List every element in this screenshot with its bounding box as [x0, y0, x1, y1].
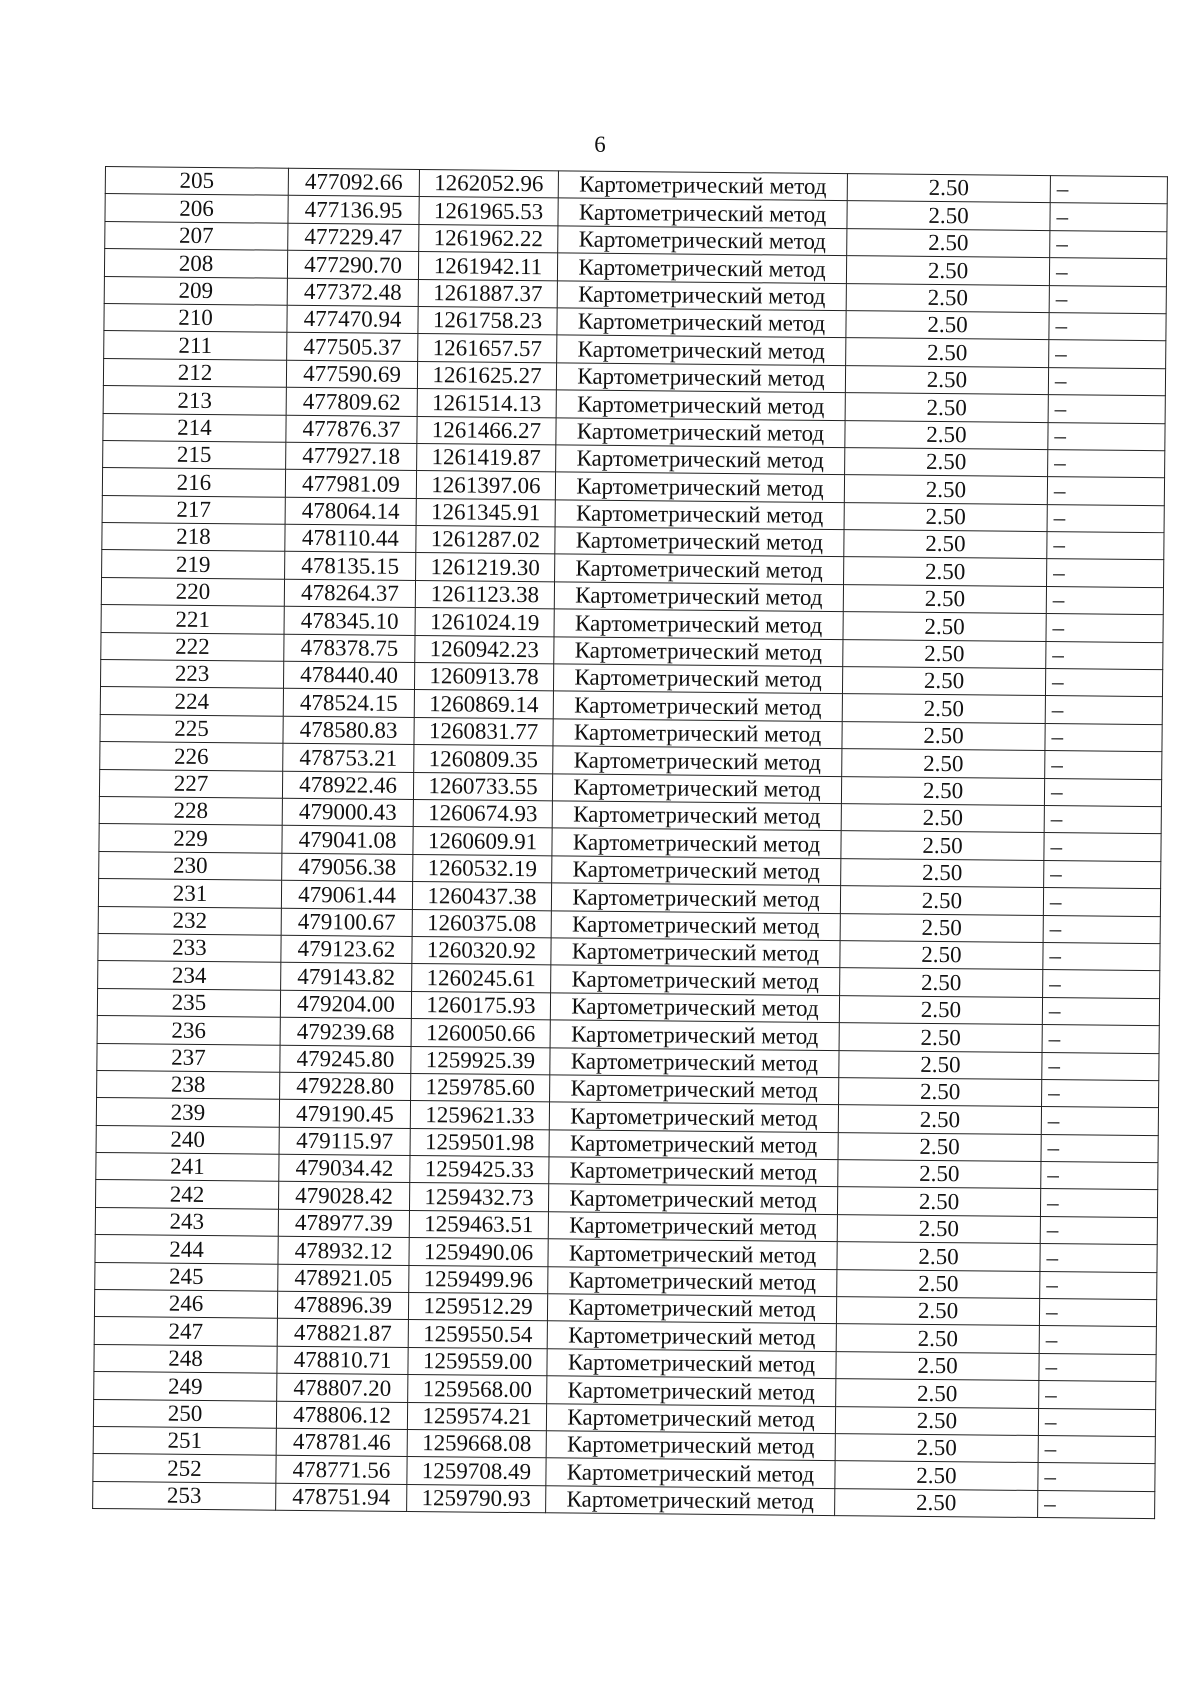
point-number-cell: 209: [104, 276, 287, 305]
accuracy-cell: 2.50: [846, 283, 1049, 312]
point-number-cell: 245: [95, 1262, 278, 1291]
x-coordinate-cell: 479061.44: [281, 880, 412, 909]
point-number-cell: 248: [94, 1344, 277, 1373]
description-cell: –: [1047, 532, 1164, 561]
description-cell: –: [1038, 1435, 1155, 1464]
point-number-cell: 240: [96, 1125, 279, 1154]
accuracy-cell: 2.50: [837, 1214, 1040, 1243]
accuracy-cell: 2.50: [845, 420, 1048, 449]
accuracy-cell: 2.50: [845, 365, 1048, 394]
description-cell: –: [1042, 1025, 1159, 1054]
accuracy-cell: 2.50: [840, 941, 1043, 970]
x-coordinate-cell: 478345.10: [284, 606, 415, 635]
method-cell: Картометрический метод: [558, 198, 847, 228]
accuracy-cell: 2.50: [838, 1160, 1041, 1189]
method-cell: Картометрический метод: [547, 1321, 836, 1351]
accuracy-cell: 2.50: [847, 174, 1050, 203]
point-number-cell: 230: [99, 851, 282, 880]
accuracy-cell: 2.50: [840, 913, 1043, 942]
y-coordinate-cell: 1259559.00: [408, 1347, 547, 1376]
point-number-cell: 244: [95, 1235, 278, 1264]
point-number-cell: 225: [100, 714, 283, 743]
y-coordinate-cell: 1261287.02: [416, 526, 555, 555]
x-coordinate-cell: 477136.95: [288, 196, 419, 225]
y-coordinate-cell: 1260050.66: [411, 1019, 550, 1048]
accuracy-cell: 2.50: [837, 1269, 1040, 1298]
description-cell: –: [1048, 395, 1165, 424]
x-coordinate-cell: 478810.71: [277, 1346, 408, 1375]
description-cell: –: [1044, 833, 1161, 862]
point-number-cell: 241: [96, 1153, 279, 1182]
point-number-cell: 216: [102, 468, 285, 497]
point-number-cell: 220: [101, 577, 284, 606]
accuracy-cell: 2.50: [841, 776, 1044, 805]
x-coordinate-cell: 479028.42: [278, 1182, 409, 1211]
method-cell: Картометрический метод: [553, 664, 842, 694]
description-cell: –: [1038, 1490, 1155, 1519]
method-cell: Картометрический метод: [553, 746, 842, 776]
description-cell: –: [1042, 1079, 1159, 1108]
method-cell: Картометрический метод: [552, 856, 841, 886]
y-coordinate-cell: 1261466.27: [417, 416, 556, 445]
accuracy-cell: 2.50: [838, 1132, 1041, 1161]
method-cell: Картометрический метод: [556, 390, 845, 420]
x-coordinate-cell: 478932.12: [278, 1236, 409, 1265]
y-coordinate-cell: 1261758.23: [418, 306, 557, 335]
x-coordinate-cell: 478781.46: [276, 1428, 407, 1457]
accuracy-cell: 2.50: [841, 831, 1044, 860]
y-coordinate-cell: 1260609.91: [413, 827, 552, 856]
y-coordinate-cell: 1260733.55: [413, 772, 552, 801]
point-number-cell: 246: [94, 1289, 277, 1318]
x-coordinate-cell: 477092.66: [288, 168, 419, 197]
description-cell: –: [1047, 559, 1164, 588]
method-cell: Картометрический метод: [557, 280, 846, 310]
point-number-cell: 211: [104, 331, 287, 360]
x-coordinate-cell: 479000.43: [282, 798, 413, 827]
method-cell: Картометрический метод: [556, 363, 845, 393]
description-cell: –: [1050, 176, 1167, 205]
method-cell: Картометрический метод: [547, 1294, 836, 1324]
accuracy-cell: 2.50: [837, 1242, 1040, 1271]
method-cell: Картометрический метод: [555, 527, 844, 557]
method-cell: Картометрический метод: [549, 1129, 838, 1159]
description-cell: –: [1039, 1299, 1156, 1328]
x-coordinate-cell: 478110.44: [285, 524, 416, 553]
x-coordinate-cell: 478580.83: [283, 716, 414, 745]
method-cell: Картометрический метод: [546, 1486, 835, 1516]
point-number-cell: 247: [94, 1317, 277, 1346]
method-cell: Картометрический метод: [549, 1102, 838, 1132]
y-coordinate-cell: 1259568.00: [408, 1375, 547, 1404]
description-cell: –: [1039, 1326, 1156, 1355]
method-cell: Картометрический метод: [558, 171, 847, 201]
y-coordinate-cell: 1261219.30: [416, 553, 555, 582]
y-coordinate-cell: 1261345.91: [416, 498, 555, 527]
method-cell: Картометрический метод: [549, 1157, 838, 1187]
accuracy-cell: 2.50: [842, 721, 1045, 750]
y-coordinate-cell: 1260809.35: [414, 745, 553, 774]
y-coordinate-cell: 1259785.60: [411, 1073, 550, 1102]
y-coordinate-cell: 1259550.54: [408, 1320, 547, 1349]
x-coordinate-cell: 478922.46: [282, 771, 413, 800]
accuracy-cell: 2.50: [847, 228, 1050, 257]
x-coordinate-cell: 479143.82: [281, 963, 412, 992]
method-cell: Картометрический метод: [557, 335, 846, 365]
description-cell: –: [1040, 1189, 1157, 1218]
y-coordinate-cell: 1261887.37: [418, 279, 557, 308]
x-coordinate-cell: 478135.15: [285, 552, 416, 581]
y-coordinate-cell: 1259621.33: [410, 1101, 549, 1130]
y-coordinate-cell: 1260245.61: [412, 964, 551, 993]
description-cell: –: [1040, 1244, 1157, 1273]
method-cell: Картометрический метод: [548, 1212, 837, 1242]
accuracy-cell: 2.50: [835, 1488, 1038, 1517]
y-coordinate-cell: 1259499.96: [409, 1265, 548, 1294]
point-number-cell: 229: [99, 824, 282, 853]
accuracy-cell: 2.50: [844, 502, 1047, 531]
description-cell: –: [1049, 258, 1166, 287]
description-cell: –: [1050, 203, 1167, 232]
description-cell: –: [1038, 1463, 1155, 1492]
point-number-cell: 232: [98, 906, 281, 935]
method-cell: Картометрический метод: [555, 472, 844, 502]
y-coordinate-cell: 1259512.29: [408, 1292, 547, 1321]
point-number-cell: 237: [97, 1043, 280, 1072]
x-coordinate-cell: 477290.70: [287, 250, 418, 279]
accuracy-cell: 2.50: [837, 1187, 1040, 1216]
y-coordinate-cell: 1261123.38: [415, 580, 554, 609]
method-cell: Картометрический метод: [548, 1266, 837, 1296]
description-cell: –: [1040, 1271, 1157, 1300]
y-coordinate-cell: 1259790.93: [407, 1484, 546, 1513]
point-number-cell: 242: [96, 1180, 279, 1209]
accuracy-cell: 2.50: [839, 995, 1042, 1024]
x-coordinate-cell: 479041.08: [282, 826, 413, 855]
y-coordinate-cell: 1261625.27: [417, 361, 556, 390]
point-number-cell: 226: [100, 742, 283, 771]
point-number-cell: 239: [96, 1098, 279, 1127]
y-coordinate-cell: 1260674.93: [413, 799, 552, 828]
accuracy-cell: 2.50: [846, 311, 1049, 340]
y-coordinate-cell: 1259425.33: [410, 1156, 549, 1185]
method-cell: Картометрический метод: [551, 910, 840, 940]
y-coordinate-cell: 1259925.39: [411, 1046, 550, 1075]
method-cell: Картометрический метод: [550, 1020, 839, 1050]
description-cell: –: [1047, 477, 1164, 506]
y-coordinate-cell: 1259463.51: [409, 1210, 548, 1239]
x-coordinate-cell: 478921.05: [278, 1264, 409, 1293]
x-coordinate-cell: 477505.37: [287, 333, 418, 362]
point-number-cell: 251: [93, 1426, 276, 1455]
y-coordinate-cell: 1260942.23: [415, 635, 554, 664]
y-coordinate-cell: 1259708.49: [407, 1457, 546, 1486]
accuracy-cell: 2.50: [836, 1379, 1039, 1408]
y-coordinate-cell: 1260831.77: [414, 717, 553, 746]
method-cell: Картометрический метод: [548, 1184, 837, 1214]
accuracy-cell: 2.50: [844, 475, 1047, 504]
x-coordinate-cell: 478807.20: [277, 1373, 408, 1402]
accuracy-cell: 2.50: [841, 858, 1044, 887]
description-cell: –: [1048, 422, 1165, 451]
coordinates-table-body: [93, 167, 1168, 1519]
x-coordinate-cell: 478977.39: [278, 1209, 409, 1238]
accuracy-cell: 2.50: [836, 1297, 1039, 1326]
description-cell: –: [1048, 367, 1165, 396]
description-cell: –: [1046, 614, 1163, 643]
description-cell: –: [1049, 340, 1166, 369]
y-coordinate-cell: 1260375.08: [412, 909, 551, 938]
y-coordinate-cell: 1261419.87: [417, 443, 556, 472]
point-number-cell: 236: [97, 1016, 280, 1045]
accuracy-cell: 2.50: [839, 1023, 1042, 1052]
accuracy-cell: 2.50: [839, 1050, 1042, 1079]
x-coordinate-cell: 478378.75: [284, 634, 415, 663]
x-coordinate-cell: 479239.68: [280, 1017, 411, 1046]
method-cell: Картометрический метод: [557, 253, 846, 283]
y-coordinate-cell: 1262052.96: [419, 170, 558, 199]
y-coordinate-cell: 1261657.57: [418, 334, 557, 363]
point-number-cell: 252: [93, 1454, 276, 1483]
y-coordinate-cell: 1260913.78: [414, 663, 553, 692]
description-cell: –: [1042, 1052, 1159, 1081]
point-number-cell: 227: [99, 769, 282, 798]
x-coordinate-cell: 477470.94: [287, 305, 418, 334]
description-cell: –: [1039, 1381, 1156, 1410]
accuracy-cell: 2.50: [836, 1324, 1039, 1353]
x-coordinate-cell: 477981.09: [285, 470, 416, 499]
accuracy-cell: 2.50: [844, 530, 1047, 559]
method-cell: Картометрический метод: [552, 773, 841, 803]
accuracy-cell: 2.50: [846, 256, 1049, 285]
x-coordinate-cell: 479245.80: [280, 1045, 411, 1074]
x-coordinate-cell: 478524.15: [283, 689, 414, 718]
point-number-cell: 235: [97, 988, 280, 1017]
coordinates-table: [92, 166, 1168, 1519]
y-coordinate-cell: 1261024.19: [415, 608, 554, 637]
x-coordinate-cell: 477809.62: [286, 387, 417, 416]
description-cell: –: [1046, 641, 1163, 670]
description-cell: –: [1045, 723, 1162, 752]
point-number-cell: 249: [94, 1372, 277, 1401]
accuracy-cell: 2.50: [846, 338, 1049, 367]
point-number-cell: 214: [103, 413, 286, 442]
x-coordinate-cell: 478771.56: [276, 1456, 407, 1485]
method-cell: Картометрический метод: [550, 993, 839, 1023]
description-cell: –: [1044, 778, 1161, 807]
description-cell: –: [1049, 285, 1166, 314]
y-coordinate-cell: 1260175.93: [411, 991, 550, 1020]
method-cell: Картометрический метод: [555, 500, 844, 530]
description-cell: –: [1041, 1134, 1158, 1163]
accuracy-cell: 2.50: [835, 1406, 1038, 1435]
x-coordinate-cell: 479034.42: [279, 1154, 410, 1183]
description-cell: –: [1040, 1216, 1157, 1245]
point-number-cell: 250: [93, 1399, 276, 1428]
point-number-cell: 253: [93, 1481, 276, 1510]
description-cell: –: [1047, 504, 1164, 533]
point-number-cell: 243: [95, 1207, 278, 1236]
point-number-cell: 223: [100, 660, 283, 689]
description-cell: –: [1045, 669, 1162, 698]
x-coordinate-cell: 478064.14: [285, 497, 416, 526]
method-cell: Картометрический метод: [554, 609, 843, 639]
point-number-cell: 206: [105, 194, 288, 223]
accuracy-cell: 2.50: [835, 1461, 1038, 1490]
description-cell: –: [1050, 230, 1167, 259]
y-coordinate-cell: 1259490.06: [409, 1238, 548, 1267]
y-coordinate-cell: 1261514.13: [417, 389, 556, 418]
x-coordinate-cell: 478440.40: [283, 661, 414, 690]
method-cell: Картометрический метод: [551, 938, 840, 968]
description-cell: –: [1045, 751, 1162, 780]
method-cell: Картометрический метод: [553, 719, 842, 749]
x-coordinate-cell: 479190.45: [279, 1099, 410, 1128]
point-number-cell: 231: [98, 879, 281, 908]
accuracy-cell: 2.50: [841, 804, 1044, 833]
method-cell: Картометрический метод: [546, 1431, 835, 1461]
accuracy-cell: 2.50: [836, 1351, 1039, 1380]
accuracy-cell: 2.50: [845, 393, 1048, 422]
description-cell: –: [1043, 970, 1160, 999]
description-cell: –: [1042, 997, 1159, 1026]
y-coordinate-cell: 1259432.73: [409, 1183, 548, 1212]
accuracy-cell: 2.50: [842, 694, 1045, 723]
point-number-cell: 234: [98, 961, 281, 990]
method-cell: Картометрический метод: [555, 554, 844, 584]
accuracy-cell: 2.50: [845, 448, 1048, 477]
x-coordinate-cell: 478821.87: [277, 1319, 408, 1348]
point-number-cell: 207: [105, 221, 288, 250]
point-number-cell: 221: [101, 605, 284, 634]
accuracy-cell: 2.50: [843, 612, 1046, 641]
x-coordinate-cell: 477590.69: [286, 360, 417, 389]
point-number-cell: 217: [102, 495, 285, 524]
point-number-cell: 228: [99, 796, 282, 825]
x-coordinate-cell: 479100.67: [281, 908, 412, 937]
point-number-cell: 238: [97, 1070, 280, 1099]
description-cell: –: [1043, 915, 1160, 944]
method-cell: Картометрический метод: [556, 417, 845, 447]
point-number-cell: 218: [102, 523, 285, 552]
y-coordinate-cell: 1260869.14: [414, 690, 553, 719]
method-cell: Картометрический метод: [547, 1349, 836, 1379]
page-number: 6: [594, 132, 606, 157]
x-coordinate-cell: 478806.12: [276, 1401, 407, 1430]
method-cell: Картометрический метод: [551, 883, 840, 913]
point-number-cell: 222: [101, 632, 284, 661]
method-cell: Картометрический метод: [547, 1376, 836, 1406]
y-coordinate-cell: 1261962.22: [419, 224, 558, 253]
x-coordinate-cell: 477229.47: [288, 223, 419, 252]
accuracy-cell: 2.50: [842, 749, 1045, 778]
x-coordinate-cell: 479123.62: [281, 935, 412, 964]
description-cell: –: [1038, 1408, 1155, 1437]
description-cell: –: [1046, 586, 1163, 615]
description-cell: –: [1048, 449, 1165, 478]
x-coordinate-cell: 477876.37: [286, 415, 417, 444]
method-cell: Картометрический метод: [554, 636, 843, 666]
description-cell: –: [1041, 1107, 1158, 1136]
point-number-cell: 213: [103, 386, 286, 415]
description-cell: –: [1049, 313, 1166, 342]
accuracy-cell: 2.50: [844, 557, 1047, 586]
point-number-cell: 233: [98, 933, 281, 962]
y-coordinate-cell: 1261965.53: [419, 197, 558, 226]
x-coordinate-cell: 479115.97: [279, 1127, 410, 1156]
y-coordinate-cell: 1260320.92: [412, 936, 551, 965]
point-number-cell: 210: [104, 303, 287, 332]
accuracy-cell: 2.50: [840, 968, 1043, 997]
accuracy-cell: 2.50: [840, 886, 1043, 915]
accuracy-cell: 2.50: [847, 201, 1050, 230]
point-number-cell: 224: [100, 687, 283, 716]
point-number-cell: 219: [102, 550, 285, 579]
method-cell: Картометрический метод: [552, 828, 841, 858]
accuracy-cell: 2.50: [843, 584, 1046, 613]
method-cell: Картометрический метод: [546, 1458, 835, 1488]
x-coordinate-cell: 477372.48: [287, 278, 418, 307]
method-cell: Картометрический метод: [551, 965, 840, 995]
method-cell: Картометрический метод: [558, 226, 847, 256]
y-coordinate-cell: 1259668.08: [407, 1429, 546, 1458]
y-coordinate-cell: 1261397.06: [416, 471, 555, 500]
y-coordinate-cell: 1261942.11: [418, 252, 557, 281]
accuracy-cell: 2.50: [835, 1434, 1038, 1463]
x-coordinate-cell: 478264.37: [284, 579, 415, 608]
description-cell: –: [1044, 806, 1161, 835]
description-cell: –: [1043, 888, 1160, 917]
description-cell: –: [1045, 696, 1162, 725]
x-coordinate-cell: 478753.21: [283, 743, 414, 772]
point-number-cell: 205: [105, 167, 288, 196]
description-cell: –: [1039, 1353, 1156, 1382]
x-coordinate-cell: 479228.80: [280, 1072, 411, 1101]
method-cell: Картометрический метод: [550, 1075, 839, 1105]
description-cell: –: [1041, 1162, 1158, 1191]
method-cell: Картометрический метод: [553, 691, 842, 721]
x-coordinate-cell: 478896.39: [277, 1291, 408, 1320]
method-cell: Картометрический метод: [550, 1047, 839, 1077]
point-number-cell: 215: [103, 440, 286, 469]
method-cell: Картометрический метод: [556, 445, 845, 475]
y-coordinate-cell: 1260437.38: [412, 882, 551, 911]
x-coordinate-cell: 479204.00: [280, 990, 411, 1019]
y-coordinate-cell: 1260532.19: [413, 854, 552, 883]
accuracy-cell: 2.50: [838, 1105, 1041, 1134]
method-cell: Картометрический метод: [554, 582, 843, 612]
description-cell: –: [1044, 860, 1161, 889]
method-cell: Картометрический метод: [546, 1403, 835, 1433]
description-cell: –: [1043, 942, 1160, 971]
accuracy-cell: 2.50: [842, 667, 1045, 696]
method-cell: Картометрический метод: [548, 1239, 837, 1269]
method-cell: Картометрический метод: [557, 308, 846, 338]
x-coordinate-cell: 479056.38: [282, 853, 413, 882]
accuracy-cell: 2.50: [839, 1077, 1042, 1106]
point-number-cell: 208: [104, 249, 287, 278]
y-coordinate-cell: 1259574.21: [407, 1402, 546, 1431]
y-coordinate-cell: 1259501.98: [410, 1128, 549, 1157]
x-coordinate-cell: 477927.18: [286, 442, 417, 471]
x-coordinate-cell: 478751.94: [276, 1483, 407, 1512]
point-number-cell: 212: [103, 358, 286, 387]
accuracy-cell: 2.50: [843, 639, 1046, 668]
method-cell: Картометрический метод: [552, 801, 841, 831]
